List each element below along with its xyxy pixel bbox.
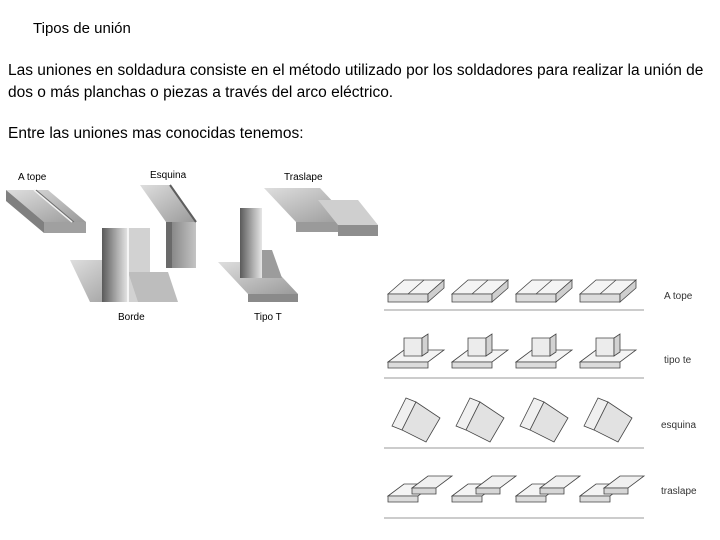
row-label-esquina: esquina (661, 420, 697, 431)
document-title: Tipos de unión (33, 20, 131, 37)
row-corner-joints (384, 398, 644, 448)
label-tipo-t: Tipo T (254, 312, 282, 323)
row-lap-joints (384, 476, 644, 518)
list-intro-paragraph: Entre las uniones mas conocidas tenemos: (8, 125, 304, 142)
row-butt-joints (384, 280, 644, 310)
joint-types-line-figure (380, 262, 715, 537)
row-label-a-tope: A tope (664, 291, 693, 302)
row-label-traslape: traslape (661, 486, 697, 497)
joint-types-3d-figure (0, 160, 378, 330)
butt-joint-3d (6, 190, 86, 233)
row-tee-joints (384, 334, 644, 378)
t-joint-3d (218, 208, 298, 302)
intro-paragraph: Las uniones en soldadura consiste en el método utilizado por los soldadores para realizar la unión de dos o más planchas o piezas a través del arco eléctrico. (8, 62, 704, 101)
lap-joint-3d (264, 188, 378, 236)
edge-joint-3d (70, 228, 178, 302)
label-traslape: Traslape (284, 172, 323, 183)
label-borde: Borde (118, 312, 145, 323)
label-esquina: Esquina (150, 170, 187, 181)
row-label-tipo-te: tipo te (664, 355, 692, 366)
label-a-tope: A tope (18, 172, 47, 183)
